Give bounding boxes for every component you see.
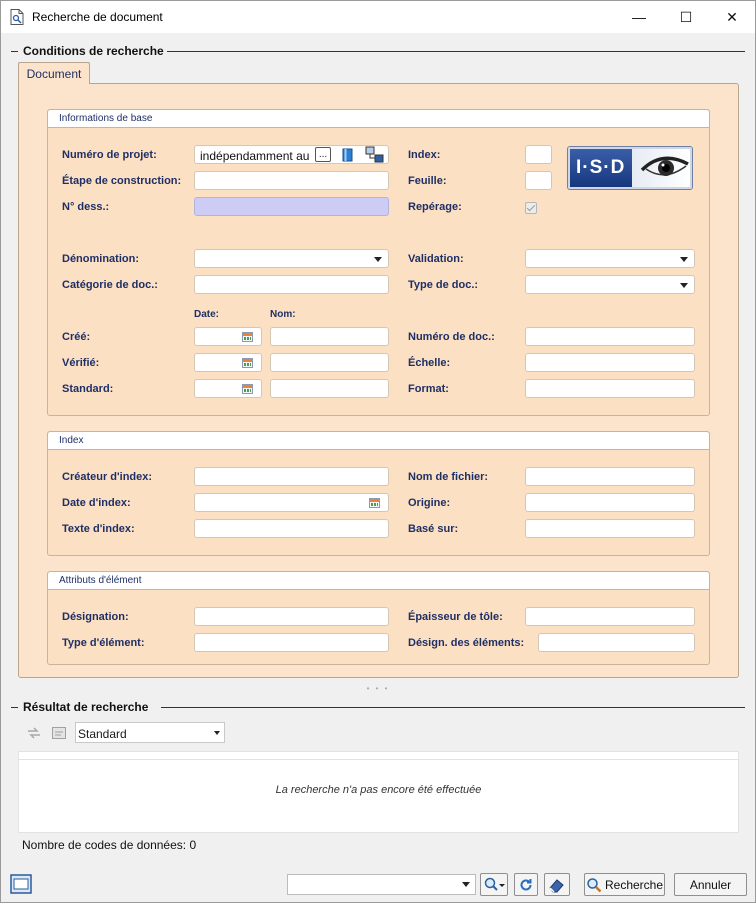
filename-field[interactable]	[525, 467, 695, 486]
view-select[interactable]: Standard	[75, 722, 225, 743]
element-type-label: Type d'élément:	[62, 637, 145, 649]
data-count-text: Nombre de codes de données: 0	[22, 838, 197, 852]
created-label: Créé:	[62, 331, 91, 343]
export-icon[interactable]	[51, 725, 67, 741]
chevron-down-icon	[462, 882, 470, 887]
saved-search-select[interactable]	[287, 874, 476, 895]
scale-field[interactable]	[525, 353, 695, 372]
index-group-title: Index	[48, 432, 709, 450]
based-on-field[interactable]	[525, 519, 695, 538]
splitter-handle[interactable]: • • •	[366, 683, 390, 693]
window-title: Recherche de document	[32, 10, 163, 24]
refresh-icon	[518, 877, 534, 893]
name-column-header: Nom:	[270, 309, 296, 320]
marking-label: Repérage:	[408, 201, 462, 213]
calendar-icon[interactable]	[369, 498, 380, 508]
index-field[interactable]	[525, 145, 552, 164]
standard-name-field[interactable]	[270, 379, 389, 398]
denomination-label: Dénomination:	[62, 253, 139, 265]
sheet-thickness-field[interactable]	[525, 607, 695, 626]
document-search-icon	[10, 9, 24, 25]
eye-icon	[640, 152, 690, 184]
index-date-field[interactable]	[194, 493, 389, 512]
index-label: Index:	[408, 149, 441, 161]
book-icon[interactable]	[340, 147, 356, 163]
isd-logo: I·S·D	[568, 147, 692, 189]
close-button[interactable]	[709, 1, 755, 33]
eraser-icon	[548, 877, 566, 893]
browse-project-button[interactable]: ...	[315, 147, 331, 162]
search-result-header[interactable]	[11, 699, 745, 715]
sheet-label: Feuille:	[408, 175, 447, 187]
doc-number-label: Numéro de doc.:	[408, 331, 495, 343]
search-result-title: Résultat de recherche	[23, 700, 149, 714]
index-creator-label: Créateur d'index:	[62, 471, 153, 483]
chevron-down-icon	[680, 283, 688, 288]
calendar-icon[interactable]	[242, 384, 253, 394]
search-conditions-header[interactable]	[11, 43, 745, 59]
date-column-header: Date:	[194, 309, 220, 320]
cancel-button[interactable]: Annuler	[674, 873, 747, 896]
close-icon: ✕	[726, 8, 738, 25]
element-designation-field[interactable]	[538, 633, 695, 652]
doc-number-field[interactable]	[525, 327, 695, 346]
index-date-label: Date d'index:	[62, 497, 131, 509]
swap-arrows-icon[interactable]	[26, 725, 42, 741]
standard-label: Standard:	[62, 383, 114, 395]
doc-category-field[interactable]	[194, 275, 389, 294]
index-creator-field[interactable]	[194, 467, 389, 486]
minimize-icon: —	[632, 9, 646, 25]
refresh-button[interactable]	[514, 873, 538, 896]
format-field[interactable]	[525, 379, 695, 398]
search-options-button[interactable]	[480, 873, 508, 896]
sheet-field[interactable]	[525, 171, 552, 190]
drawing-number-label: N° dess.:	[62, 201, 110, 213]
standard-date-field[interactable]	[194, 379, 262, 398]
project-number-field[interactable]: indépendamment au	[194, 145, 389, 164]
sheet-thickness-label: Épaisseur de tôle:	[408, 611, 503, 623]
basic-info-title: Informations de base	[48, 110, 709, 128]
origin-field[interactable]	[525, 493, 695, 512]
empty-results-message: La recherche n'a pas encore été effectuée	[275, 784, 482, 796]
calendar-icon[interactable]	[242, 358, 253, 368]
element-attributes-title: Attributs d'élément	[48, 572, 709, 590]
doc-type-select[interactable]	[525, 275, 695, 294]
marking-checkbox[interactable]	[525, 202, 537, 214]
project-number-label: Numéro de projet:	[62, 149, 157, 161]
drawing-number-field[interactable]	[194, 197, 389, 216]
search-button[interactable]: Recherche	[584, 873, 665, 896]
element-designation-label: Désign. des éléments:	[408, 637, 525, 649]
origin-label: Origine:	[408, 497, 451, 509]
based-on-label: Basé sur:	[408, 523, 459, 535]
designation-label: Désignation:	[62, 611, 129, 623]
validation-select[interactable]	[525, 249, 695, 268]
maximize-icon: ☐	[679, 8, 693, 25]
checked-label: Vérifié:	[62, 357, 100, 369]
clear-button[interactable]	[544, 873, 570, 896]
denomination-select[interactable]	[194, 249, 389, 268]
search-icon	[586, 877, 602, 893]
construction-stage-label: Étape de construction:	[62, 175, 182, 187]
minimize-button[interactable]	[616, 1, 662, 33]
results-header	[19, 752, 738, 760]
checked-name-field[interactable]	[270, 353, 389, 372]
construction-stage-field[interactable]	[194, 171, 389, 190]
created-name-field[interactable]	[270, 327, 389, 346]
chevron-down-icon	[680, 257, 688, 262]
results-list[interactable]	[18, 751, 739, 833]
window-layout-icon[interactable]	[10, 874, 32, 894]
maximize-button[interactable]	[663, 1, 709, 33]
checked-date-field[interactable]	[194, 353, 262, 372]
tab-document[interactable]: Document	[18, 62, 90, 84]
scale-label: Échelle:	[408, 357, 451, 369]
calendar-icon[interactable]	[242, 332, 253, 342]
index-text-field[interactable]	[194, 519, 389, 538]
magnifier-dropdown-icon	[482, 876, 506, 894]
network-select-icon[interactable]	[365, 146, 385, 164]
chevron-down-icon	[374, 257, 382, 262]
index-text-label: Texte d'index:	[62, 523, 135, 535]
created-date-field[interactable]	[194, 327, 262, 346]
designation-field[interactable]	[194, 607, 389, 626]
search-conditions-title: Conditions de recherche	[23, 44, 164, 58]
doc-type-label: Type de doc.:	[408, 279, 479, 291]
element-type-field[interactable]	[194, 633, 389, 652]
validation-label: Validation:	[408, 253, 464, 265]
title-bar	[1, 1, 755, 33]
chevron-down-icon	[214, 731, 220, 735]
filename-label: Nom de fichier:	[408, 471, 489, 483]
doc-category-label: Catégorie de doc.:	[62, 279, 158, 291]
format-label: Format:	[408, 383, 449, 395]
